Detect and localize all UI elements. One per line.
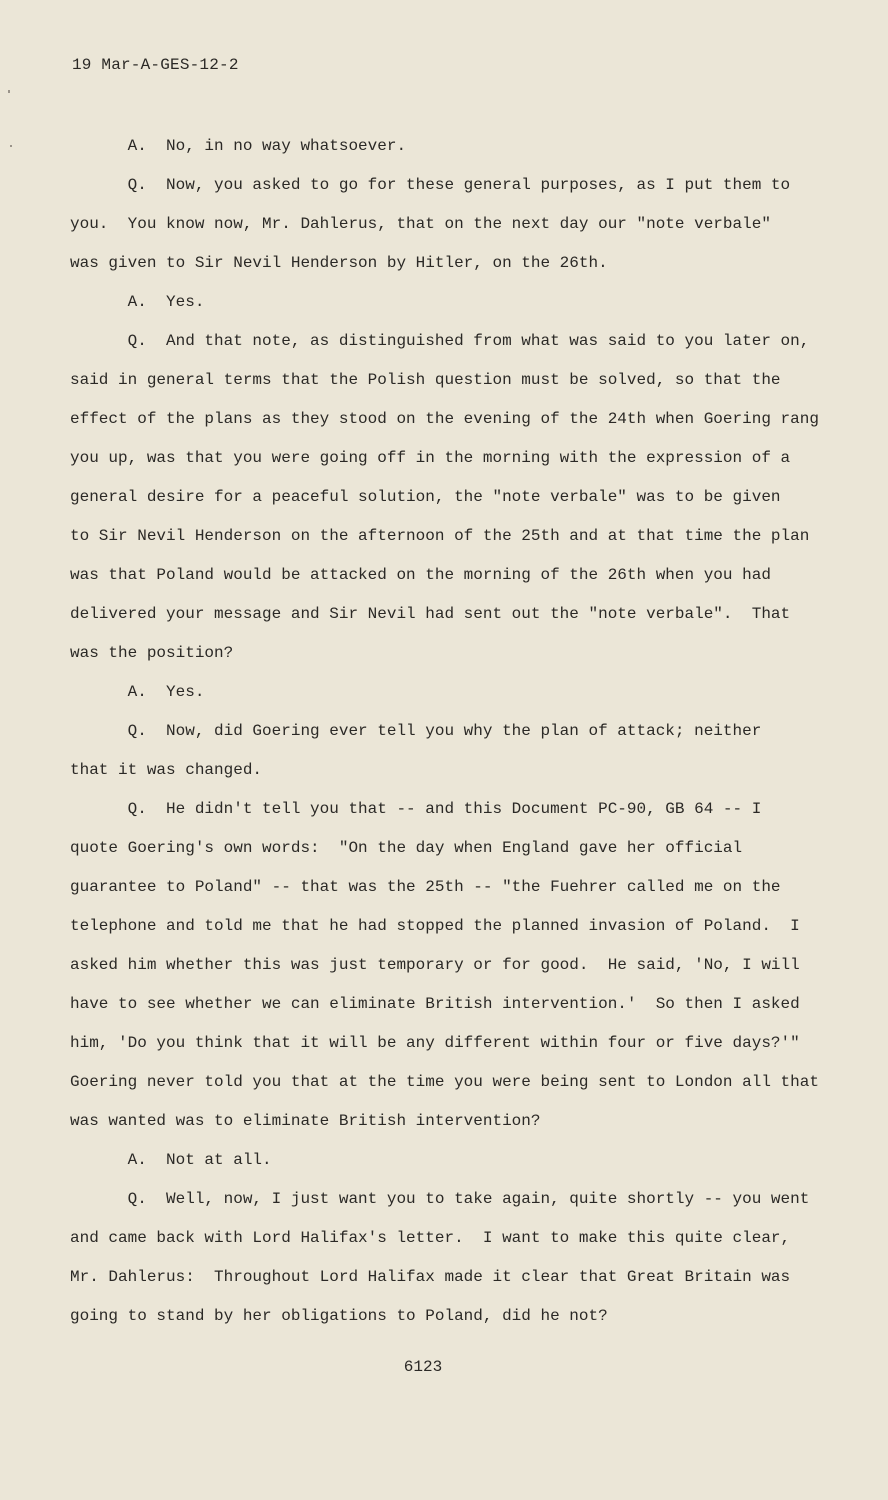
transcript-line: effect of the plans as they stood on the evening of the 24th when Goering rang xyxy=(70,410,819,428)
page-number: 6123 xyxy=(403,1358,443,1376)
transcript-body xyxy=(70,127,830,1336)
transcript-line: you. You know now, Mr. Dahlerus, that on the next day our "note verbale" xyxy=(70,215,771,233)
transcript-line: telephone and told me that he had stopped the planned invasion of Poland. I xyxy=(70,917,800,935)
document-reference: 19 Mar-A-GES-12-2 xyxy=(72,56,239,74)
transcript-line: was that Poland would be attacked on the morning of the 26th when you had xyxy=(70,566,771,584)
transcript-line: him, 'Do you think that it will be any different within four or five days?'" xyxy=(70,1034,800,1052)
transcript-line: was the position? xyxy=(70,644,234,662)
transcript-line: A. No, in no way whatsoever. xyxy=(70,137,407,155)
transcript-line: and came back with Lord Halifax's letter. I want to make this quite clear, xyxy=(70,1229,791,1247)
transcript-line: was wanted was to eliminate British intervention? xyxy=(70,1112,541,1130)
transcript-line: A. Not at all. xyxy=(70,1151,272,1169)
transcript-line: you up, was that you were going off in the morning with the expression of a xyxy=(70,449,791,467)
transcript-line: that it was changed. xyxy=(70,761,263,779)
transcript-line: Q. Now, did Goering ever tell you why the plan of attack; neither xyxy=(70,722,762,740)
edge-mark-top xyxy=(8,90,10,93)
transcript-line: was given to Sir Nevil Henderson by Hitler, on the 26th. xyxy=(70,254,608,272)
transcript-line: A. Yes. xyxy=(70,683,205,701)
transcript-line: delivered your message and Sir Nevil had sent out the "note verbale". That xyxy=(70,605,791,623)
transcript-line: to Sir Nevil Henderson on the afternoon of the 25th and at that time the plan xyxy=(70,527,810,545)
transcript-line: Q. Well, now, I just want you to take again, quite shortly -- you went xyxy=(70,1190,810,1208)
transcript-line: Q. Now, you asked to go for these general purposes, as I put them to xyxy=(70,176,791,194)
transcript-line: going to stand by her obligations to Poland, did he not? xyxy=(70,1307,608,1325)
transcript-line: guarantee to Poland" -- that was the 25th -- "the Fuehrer called me on the xyxy=(70,878,781,896)
transcript-line: Goering never told you that at the time you were being sent to London all that xyxy=(70,1073,819,1091)
transcript-line: said in general terms that the Polish question must be solved, so that the xyxy=(70,371,781,389)
transcript-line: A. Yes. xyxy=(70,293,205,311)
transcript-line: Mr. Dahlerus: Throughout Lord Halifax made it clear that Great Britain was xyxy=(70,1268,791,1286)
transcript-line: have to see whether we can eliminate British intervention.' So then I asked xyxy=(70,995,800,1013)
transcript-line: Q. He didn't tell you that -- and this Document PC-90, GB 64 -- I xyxy=(70,800,762,818)
edge-mark-middle xyxy=(10,145,12,147)
transcript-line: asked him whether this was just temporary or for good. He said, 'No, I will xyxy=(70,956,800,974)
transcript-line: general desire for a peaceful solution, the "note verbale" was to be given xyxy=(70,488,781,506)
transcript-line: quote Goering's own words: "On the day when England gave her official xyxy=(70,839,743,857)
transcript-line: Q. And that note, as distinguished from what was said to you later on, xyxy=(70,332,810,350)
